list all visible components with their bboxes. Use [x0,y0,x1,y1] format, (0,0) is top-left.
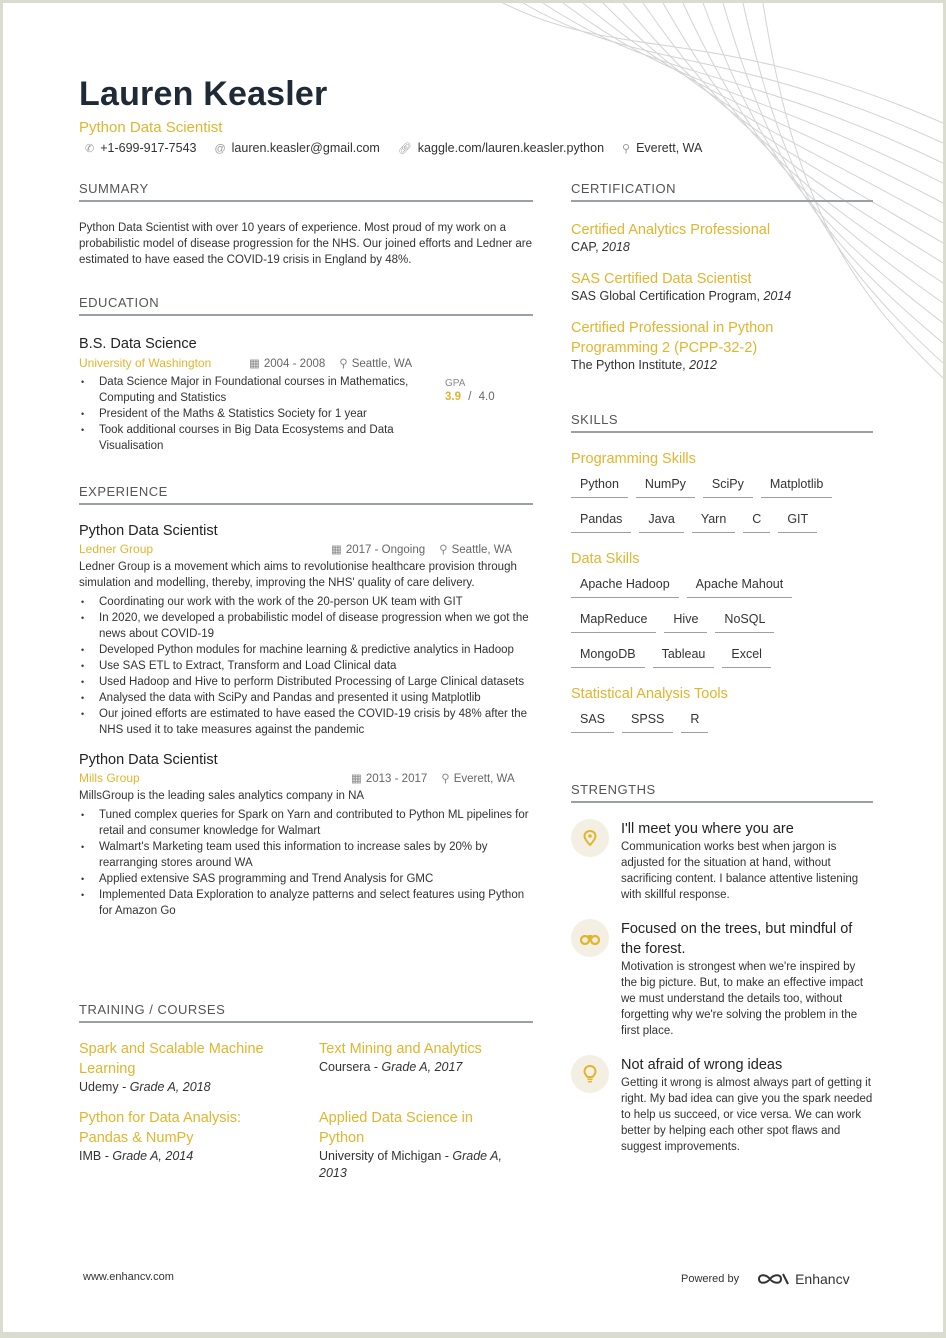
edu-location: Seattle, WA [351,358,412,370]
cert-item [571,318,873,372]
lightbulb-icon [571,1055,609,1093]
skill-tag-row [571,477,873,498]
edu-dates: 2004 - 2008 [263,358,326,370]
summary-section [79,181,533,268]
gpa-label: GPA [445,378,466,389]
cert-name: Certified Analytics Professional [571,222,771,238]
email-text: lauren.keasler@gmail.com [231,141,380,155]
course-separator: - [101,1149,113,1163]
contact-row [85,141,702,155]
skills-title: SKILLS [571,412,873,433]
course-separator: - [370,1060,382,1074]
strength-item [571,1055,873,1155]
job-bullets [79,807,533,919]
course-provider: Udemy [79,1080,119,1094]
strength-item [571,819,873,903]
cert-issuer: SAS Global Certification Program, [571,289,764,303]
education-title: EDUCATION [79,295,533,316]
list-item: • In 2020, we developed a probabilistic model of disease progression when we got the news about COVID-19 [79,610,533,642]
school-name: University of Washington [79,356,212,370]
course-separator: - [441,1149,453,1163]
candidate-name: Lauren Keasler [79,75,328,113]
training-title: TRAINING / COURSES [79,1002,533,1023]
skill-tag: MongoDB [571,647,645,668]
skill-group-title: Statistical Analysis Tools [571,686,728,702]
course-separator: - [118,1080,130,1094]
course-grade: Grade A, 2018 [129,1080,211,1094]
location-pin-icon: ⚲ [439,544,448,556]
strength-title: Focused on the trees, but mindful of the forest. [621,921,853,957]
powered-by-label: Powered by [681,1273,740,1285]
course-grade: Grade A, 2013 [319,1149,502,1180]
strength-title: I'll meet you where you are [621,821,794,837]
link-text: kaggle.com/lauren.keasler.python [417,141,605,155]
skill-tag: Python [571,477,628,498]
list-item: • Use SAS ETL to Extract, Transform and Load Clinical data [79,658,533,674]
strengths-title: STRENGTHS [571,782,873,803]
strength-title: Not afraid of wrong ideas [621,1057,783,1073]
skill-tag: Excel [722,647,771,668]
skill-tag: Java [639,512,683,533]
degree-title: B.S. Data Science [79,336,197,352]
job-location: Seattle, WA [451,544,512,556]
skill-tag: Tableau [653,647,715,668]
location-pin-icon: ⚲ [622,143,631,155]
job-entry [79,752,533,919]
skill-tag-row [571,612,873,633]
course-item [79,1108,319,1182]
phone-text: +1-699-917-7543 [100,141,197,155]
job-location: Everett, WA [453,773,515,785]
experience-section [79,484,533,919]
calendar-icon: ▦ [249,358,260,370]
strength-text: Motivation is strongest when we're inspired by the big picture. But, to make an effective impact we must understand the details too, without forgetting why we're solving the problem in the first place. [621,961,864,1037]
list-item: • Data Science Major in Foundational courses in Mathematics, Computing and Statistics [79,374,427,406]
course-name: Spark and Scalable Machine Learning [79,1041,264,1077]
course-name: Python for Data Analysis: Pandas & NumPy [79,1110,241,1146]
skills-section [571,412,873,733]
list-item: • Developed Python modules for machine learning & predictive analytics in Hadoop [79,642,533,658]
enhancv-brand: Enhancv [795,1271,850,1287]
experience-title: EXPERIENCE [79,484,533,505]
course-item [79,1039,319,1096]
skill-group-title: Programming Skills [571,451,696,467]
skill-tag: SAS [571,712,614,733]
skill-tag: Apache Mahout [687,577,793,598]
cert-item [571,220,873,254]
at-icon: @ [214,143,226,155]
skill-tag-row [571,712,873,733]
course-item [319,1108,533,1182]
course-provider: IMB [79,1149,102,1163]
candidate-role: Python Data Scientist [79,119,223,136]
education-bullets [79,374,427,454]
skill-tag-row [571,512,873,533]
course-provider: University of Michigan [319,1149,442,1163]
skill-tag: GIT [778,512,817,533]
gpa-max: 4.0 [478,391,495,403]
list-item: • Tuned complex queries for Spark on Yarn and contributed to Python ML pipelines for retail and consumer knowledge for Walmart [79,807,533,839]
skill-tag: Apache Hadoop [571,577,679,598]
list-item: • Applied extensive SAS programming and Trend Analysis for GMC [79,871,533,887]
link-contact[interactable] [398,141,604,155]
summary-title: SUMMARY [79,181,533,202]
course-name: Applied Data Science in Python [319,1110,473,1146]
location-contact [622,141,702,155]
skill-tag: NoSQL [715,612,774,633]
strength-text: Getting it wrong is almost always part of getting it right. My bad idea can give you the spark needed to help us succeed, or vice versa. We can work better by helping each other spot flaws and suggest improvements. [621,1077,873,1153]
location-pin-icon: ⚲ [339,358,348,370]
strength-item [571,919,873,1039]
job-title: Python Data Scientist [79,523,218,539]
calendar-icon: ▦ [331,544,342,556]
cert-year: 2012 [689,358,717,372]
cert-name: Certified Professional in Python Programming 2 (PCPP-32-2) [571,320,774,356]
job-dates: 2017 - Ongoing [345,544,426,556]
skill-tag: SPSS [622,712,673,733]
cert-name: SAS Certified Data Scientist [571,271,752,287]
resume-page [3,3,943,1332]
job-dates: 2013 - 2017 [365,773,428,785]
cert-issuer: The Python Institute, [571,358,690,372]
skill-tag: Matplotlib [761,477,833,498]
location-pin-icon: ⚲ [441,773,450,785]
link-icon: 🔗︎ [397,143,412,155]
phone-icon: ✆ [85,143,95,155]
calendar-icon: ▦ [351,773,362,785]
certification-title: CERTIFICATION [571,181,873,202]
training-section [79,1002,533,1182]
skill-tag: Hive [664,612,707,633]
gpa-value: 3.9 [445,391,461,403]
phone-contact[interactable] [85,141,196,155]
certification-section [571,181,873,372]
skill-tag: NumPy [636,477,695,498]
gpa-block [445,378,495,454]
skill-group-title: Data Skills [571,551,640,567]
list-item: • Walmart's Marketing team used this information to increase sales by 20% by rearranging stores around WA [79,839,533,871]
list-item: • Took additional courses in Big Data Ecosystems and Data Visualisation [79,422,427,454]
enhancv-logo-icon [757,1271,791,1287]
enhancv-logo[interactable] [757,1271,849,1287]
skill-tag: SciPy [703,477,753,498]
cert-item [571,269,873,303]
strength-text: Communication works best when jargon is adjusted for the situation at hand, without sacrificing content. I balance attentive listening with skillful response. [621,841,859,901]
cert-year: 2018 [602,240,630,254]
skill-tag: Yarn [692,512,735,533]
summary-text: Python Data Scientist with over 10 years of experience. Most proud of my work on a probabilistic model of disease progression for the NHS. Our joined efforts and Ledner are estimated to have eased the COVID-19 crisis in England by 48%. [79,222,533,266]
education-section [79,295,533,454]
list-item: • Used Hadoop and Hive to perform Distributed Processing of Large Clinical datasets [79,674,533,690]
list-item: • Implemented Data Exploration to analyze patterns and select features using Python for Amazon Go [79,887,533,919]
footer-site-link[interactable]: www.enhancv.com [83,1271,174,1283]
gpa-separator: / [468,391,472,403]
skill-tag-row [571,577,873,598]
skill-tag: MapReduce [571,612,656,633]
job-bullets [79,594,533,738]
pin-icon [571,819,609,857]
strengths-section [571,782,873,1155]
job-title: Python Data Scientist [79,752,218,768]
course-provider: Coursera [319,1060,371,1074]
company-name: Ledner Group [79,542,154,556]
cert-year: 2014 [763,289,792,303]
list-item: • Analysed the data with SciPy and Pandas and presented it using Matplotlib [79,690,533,706]
list-item: • President of the Maths & Statistics Society for 1 year [79,406,427,422]
list-item: • Coordinating our work with the work of the 20-person UK team with GIT [79,594,533,610]
cert-issuer: CAP, [571,240,603,254]
course-grade: Grade A, 2017 [381,1060,463,1074]
list-item: • Our joined efforts are estimated to have eased the COVID-19 crisis by 48% after the NHS used it to take measures against the pandemic [79,706,533,738]
email-contact[interactable] [214,141,379,155]
company-description: MillsGroup is the leading sales analytics company in NA [79,790,365,802]
company-name: Mills Group [79,771,140,785]
job-entry [79,523,533,738]
skill-tag: Pandas [571,512,631,533]
powered-by [681,1271,850,1287]
course-name: Text Mining and Analytics [319,1041,482,1057]
skill-tag: C [743,512,770,533]
course-grade: Grade A, 2014 [112,1149,194,1163]
location-text: Everett, WA [636,141,703,155]
skill-tag-row [571,647,873,668]
company-description: Ledner Group is a movement which aims to revolutionise healthcare provision through simulation and modelling, thereby, improving the NHS' quality of care delivery. [79,561,517,589]
binoculars-icon [571,919,609,957]
course-item [319,1039,533,1096]
skill-tag: R [681,712,708,733]
